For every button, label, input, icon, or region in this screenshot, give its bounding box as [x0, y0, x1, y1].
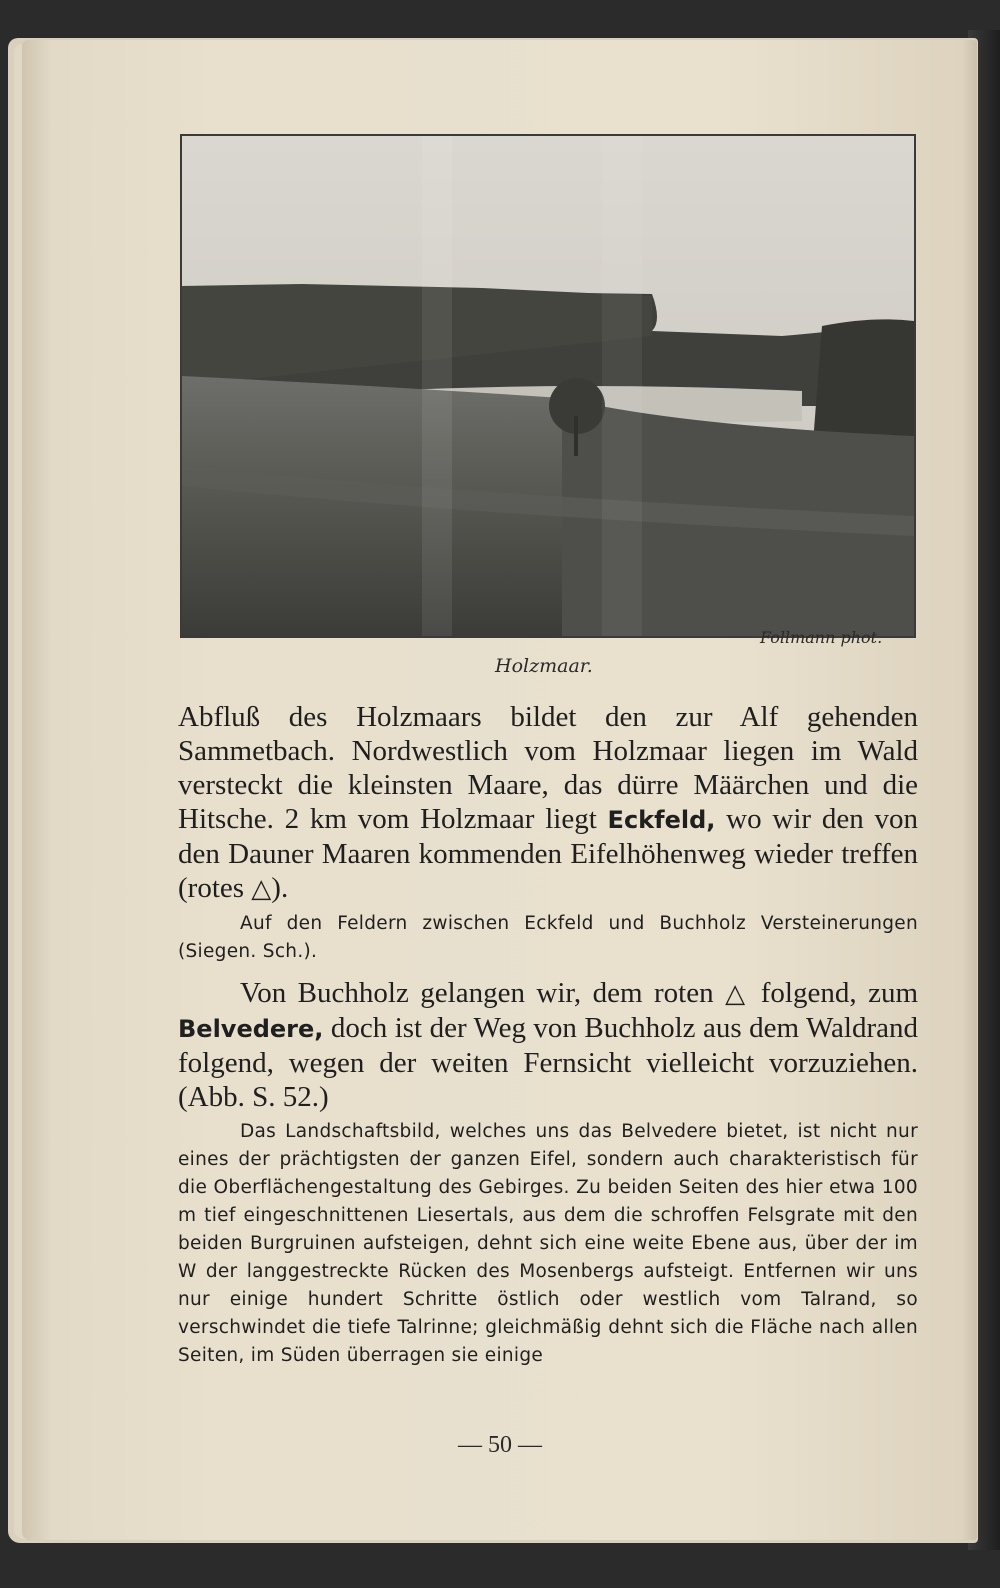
place-name-eckfeld: Eckfeld, — [607, 806, 716, 834]
paragraph-text: wo wir den von den Dauner Maaren kommenden Eifelhöhenweg wieder treffen (rotes — [178, 803, 918, 904]
lake-landscape-image — [182, 136, 914, 636]
paragraph-buchholz — [178, 976, 918, 1114]
paragraph-text: Abfluß des Holzmaars bildet den zur Alf gehenden Sammetbach. Nordwestlich vom Holzmaar liegen im Wald versteckt die kleinsten Maare, das dürre Määrchen und die Hitsche. 2 km vom Holzmaar liegt — [178, 701, 918, 835]
paragraph-text: doch ist der Weg von Buchholz aus dem Waldrand folgend, wegen der weiten Fernsicht vielleicht vorzuziehen. (Abb. S. 52.) — [178, 1012, 918, 1113]
place-name-belvedere: Belvedere, — [178, 1015, 324, 1043]
paragraph-holzmaar — [178, 700, 918, 906]
paragraph-text: Von Buchholz gelangen wir, dem roten — [240, 977, 726, 1009]
page-number: — 50 — — [458, 1432, 542, 1458]
paragraph-text: ). — [271, 872, 289, 904]
red-triangle-icon: △ — [251, 874, 272, 904]
paragraph-landscape: Das Landschaftsbild, welches uns das Belvedere bietet, ist nicht nur eines der prächtigsten der ganzen Eifel, sondern auch charakteristisch für die Oberflächengestaltung des Gebirges. Zu beiden Seiten des hier etwa 100 m tief eingeschnittenen Liesertals, aus dem die schroffen Felsgrate mit den beiden Burgruinen aufsteigen, dehnt sich eine weite Ebene aus, über der im W der langgestreckte Rücken des Mosenbergs aufsteigt. Entfernen wir uns nur einige hundert Schritte östlich oder westlich vom Talrand, so verschwindet die tiefe Talrinne; gleichmäßig dehnt sich die Fläche nach allen Seiten, im Süden überragen sie einige — [178, 1121, 918, 1366]
paragraph-text: folgend, zum — [749, 977, 919, 1009]
note-fossils: Auf den Feldern zwischen Eckfeld und Buchholz Versteinerungen (Siegen. Sch.). — [178, 913, 918, 962]
figure-caption: Holzmaar. — [495, 655, 593, 677]
photo-credit: Follmann phot. — [760, 628, 883, 647]
red-triangle-icon: △ — [725, 979, 750, 1009]
lake-photograph — [180, 134, 916, 638]
